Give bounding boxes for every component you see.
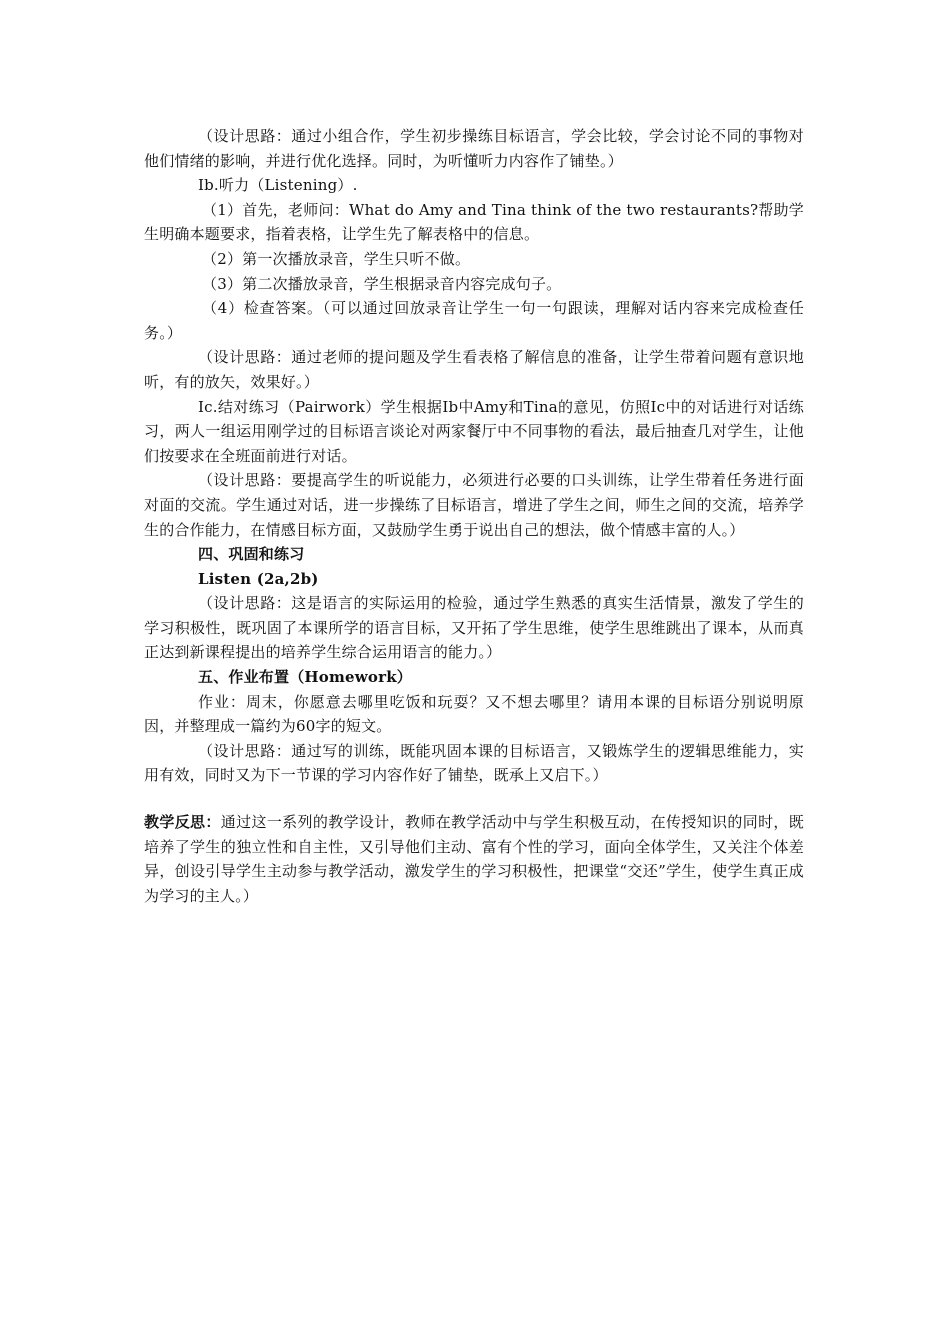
design-note-paragraph: （设计思路：通过老师的提问题及学生看表格了解信息的准备，让学生带着问题有意识地听，有的放矢，效果好。） (144, 348, 804, 391)
design-note-paragraph: （设计思路：这是语言的实际运用的检验，通过学生熟悉的真实生活情景，激发了学生的学习积极性，既巩固了本课所学的语言目标，又开拓了学生思维，使学生思维跳出了课本，从而真正达到新课程提出的培养学生综合运用语言的能力。） (144, 594, 804, 662)
design-note-paragraph: （设计思路：要提高学生的听说能力，必须进行必要的口头训练，让学生带着任务进行面对面的交流。学生通过对话，进一步操练了目标语言，增进了学生之间，师生之间的交流，培养学生的合作能力，在情感目标方面，又鼓励学生勇于说出自己的想法，做个情感丰富的人。） (144, 471, 804, 539)
homework-paragraph: 作业：周末，你愿意去哪里吃饭和玩耍？又不想去哪里？请用本课的目标语分别说明原因，并整理成一篇约为60字的短文。 (144, 692, 804, 736)
section-heading-homework: 五、作业布置（Homework） (198, 668, 413, 687)
listening-step-3: （3）第二次播放录音，学生根据录音内容完成句子。 (202, 274, 562, 293)
listening-step-1: （1）首先，老师问：What do Amy and Tina think of the two restaurants?帮助学生明确本题要求，指着表格，让学生先了解表格中的信息。 (144, 200, 804, 244)
pairwork-paragraph: Ic.结对练习（Pairwork）学生根据Ib中Amy和Tina的意见，仿照Ic中的对话进行对话练习，两人一组运用刚学过的目标语言谈论对两家餐厅中不同事物的看法，最后抽查几对学生，让他们按要求在全班面前进行对话。 (144, 397, 804, 465)
design-note-paragraph: （设计思路：通过写的训练，既能巩固本课的目标语言，又锻炼学生的逻辑思维能力，实用有效，同时又为下一节课的学习内容作好了铺垫，既承上又启下。） (144, 741, 804, 785)
reflection-label: 教学反思： (144, 813, 221, 832)
listen-subheading: Listen (2a,2b) (198, 569, 319, 588)
section-heading-consolidation: 四、巩固和练习 (198, 545, 305, 564)
reflection-paragraph (144, 810, 804, 908)
listening-heading: Ib.听力（Listening）. (198, 176, 358, 195)
paragraph-spacer (144, 788, 804, 810)
reflection-text: 通过这一系列的教学设计，教师在教学活动中与学生积极互动，在传授知识的同时，既培养了学生的独立性和自主性，又引导他们主动、富有个性的学习，面向全体学生，又关注个体差异，创设引导学生主动参与教学活动，激发学生的学习积极性，把课堂“交还”学生，使学生真正成为学习的主人。） (144, 813, 804, 905)
listening-step-2: （2）第一次播放录音，学生只听不做。 (202, 249, 471, 268)
design-note-paragraph: （设计思路：通过小组合作，学生初步操练目标语言，学会比较，学会讨论不同的事物对他们情绪的影响，并进行优化选择。同时，为听懂听力内容作了铺垫。） (144, 127, 804, 170)
listening-step-4: （4）检查答案。（可以通过回放录音让学生一句一句跟读，理解对话内容来完成检查任务。） (144, 299, 804, 342)
document-page (144, 124, 804, 908)
